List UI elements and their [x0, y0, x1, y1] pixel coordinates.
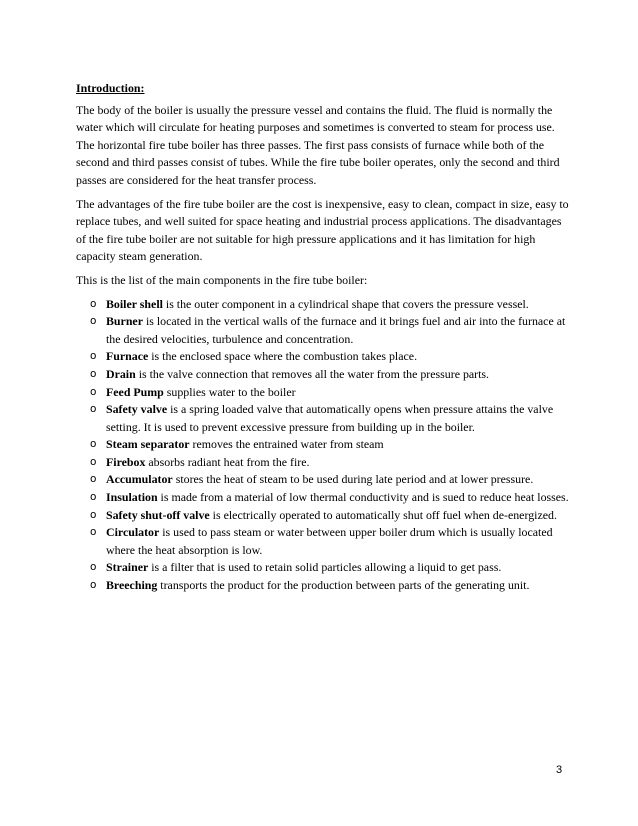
- component-description: is electrically operated to automatically shut off fuel when de-energized.: [209, 507, 557, 522]
- list-item: [90, 559, 570, 577]
- bullet-circle-icon: o: [90, 473, 97, 486]
- component-description: is the enclosed space where the combustion takes place.: [148, 349, 418, 364]
- section-heading: Introduction:: [76, 81, 145, 95]
- component-description: is a spring loaded valve that automatically opens when pressure attains the valve setting. It is used to prevent excessive pressure from building up in the boiler.: [106, 402, 554, 434]
- document-page: [76, 80, 570, 595]
- bullet-circle-icon: o: [90, 315, 97, 328]
- component-term: Steam separator: [106, 437, 190, 452]
- list-item: [90, 401, 570, 436]
- list-item: [90, 384, 570, 402]
- bullet-circle-icon: o: [90, 526, 97, 539]
- component-term: Insulation: [106, 490, 158, 505]
- bullet-circle-icon: o: [90, 455, 97, 468]
- component-description: is the outer component in a cylindrical shape that covers the pressure vessel.: [162, 296, 529, 311]
- paragraph-advantages: The advantages of the fire tube boiler are the cost is inexpensive, easy to clean, compact in size, easy to replace tubes, and well suited for space heating and industrial process applications. The disadvantages of the fire tube boiler are not suitable for high pressure applications and it has limitation for high capacity steam generation.: [76, 196, 569, 264]
- bullet-circle-icon: o: [90, 508, 97, 521]
- list-item: [90, 348, 570, 366]
- list-item: [90, 507, 570, 525]
- component-term: Boiler shell: [106, 296, 163, 311]
- component-term: Accumulator: [106, 472, 173, 487]
- bullet-circle-icon: o: [90, 403, 97, 416]
- component-description: is located in the vertical walls of the furnace and it brings fuel and air into the furnace at the desired velocities, turbulence and concentration.: [106, 314, 566, 346]
- component-description: is made from a material of low thermal conductivity and is sued to reduce heat losses.: [157, 490, 569, 505]
- component-list: [76, 296, 570, 595]
- paragraph-list-intro: This is the list of the main components in the fire tube boiler:: [76, 272, 368, 287]
- component-term: Furnace: [106, 349, 149, 364]
- component-term: Circulator: [106, 525, 160, 540]
- component-description: removes the entrained water from steam: [189, 437, 384, 452]
- component-description: is the valve connection that removes all the water from the pressure parts.: [135, 366, 490, 381]
- list-item: [90, 471, 570, 489]
- component-term: Safety valve: [106, 402, 168, 417]
- list-item: [90, 577, 570, 595]
- list-item: [90, 366, 570, 384]
- component-description: transports the product for the production between parts of the generating unit.: [157, 578, 530, 593]
- component-term: Firebox: [106, 454, 146, 469]
- component-description: stores the heat of steam to be used during late period and at lower pressure.: [172, 472, 534, 487]
- list-item: [90, 296, 570, 314]
- component-description: is a filter that is used to retain solid particles allowing a liquid to get pass.: [148, 560, 502, 575]
- component-term: Feed Pump: [106, 384, 164, 399]
- bullet-circle-icon: o: [90, 350, 97, 363]
- bullet-circle-icon: o: [90, 438, 97, 451]
- list-item: [90, 313, 570, 348]
- component-description: is used to pass steam or water between upper boiler drum which is usually located where the heat absorption is low.: [106, 525, 553, 557]
- list-item: [90, 436, 570, 454]
- component-term: Burner: [106, 314, 143, 329]
- bullet-circle-icon: o: [90, 491, 97, 504]
- component-description: supplies water to the boiler: [163, 384, 296, 399]
- bullet-circle-icon: o: [90, 579, 97, 592]
- bullet-circle-icon: o: [90, 385, 97, 398]
- component-term: Breeching: [106, 578, 158, 593]
- component-term: Safety shut-off valve: [106, 507, 210, 522]
- component-term: Strainer: [106, 560, 149, 575]
- bullet-circle-icon: o: [90, 367, 97, 380]
- page-number: 3: [556, 764, 563, 776]
- list-item: [90, 454, 570, 472]
- component-description: absorbs radiant heat from the fire.: [145, 454, 310, 469]
- list-item: [90, 524, 570, 559]
- component-term: Drain: [106, 366, 136, 381]
- paragraph-body: The body of the boiler is usually the pressure vessel and contains the fluid. The fluid is normally the water which will circulate for heating purposes and sometimes is converted to steam for process use. The horizontal fire tube boiler has three passes. The first pass consists of furnace while both of the second and third passes consist of tubes. While the fire tube boiler operates, only the second and third passes are considered for the heat transfer process.: [76, 102, 560, 187]
- bullet-circle-icon: o: [90, 561, 97, 574]
- bullet-circle-icon: o: [90, 297, 97, 310]
- list-item: [90, 489, 570, 507]
